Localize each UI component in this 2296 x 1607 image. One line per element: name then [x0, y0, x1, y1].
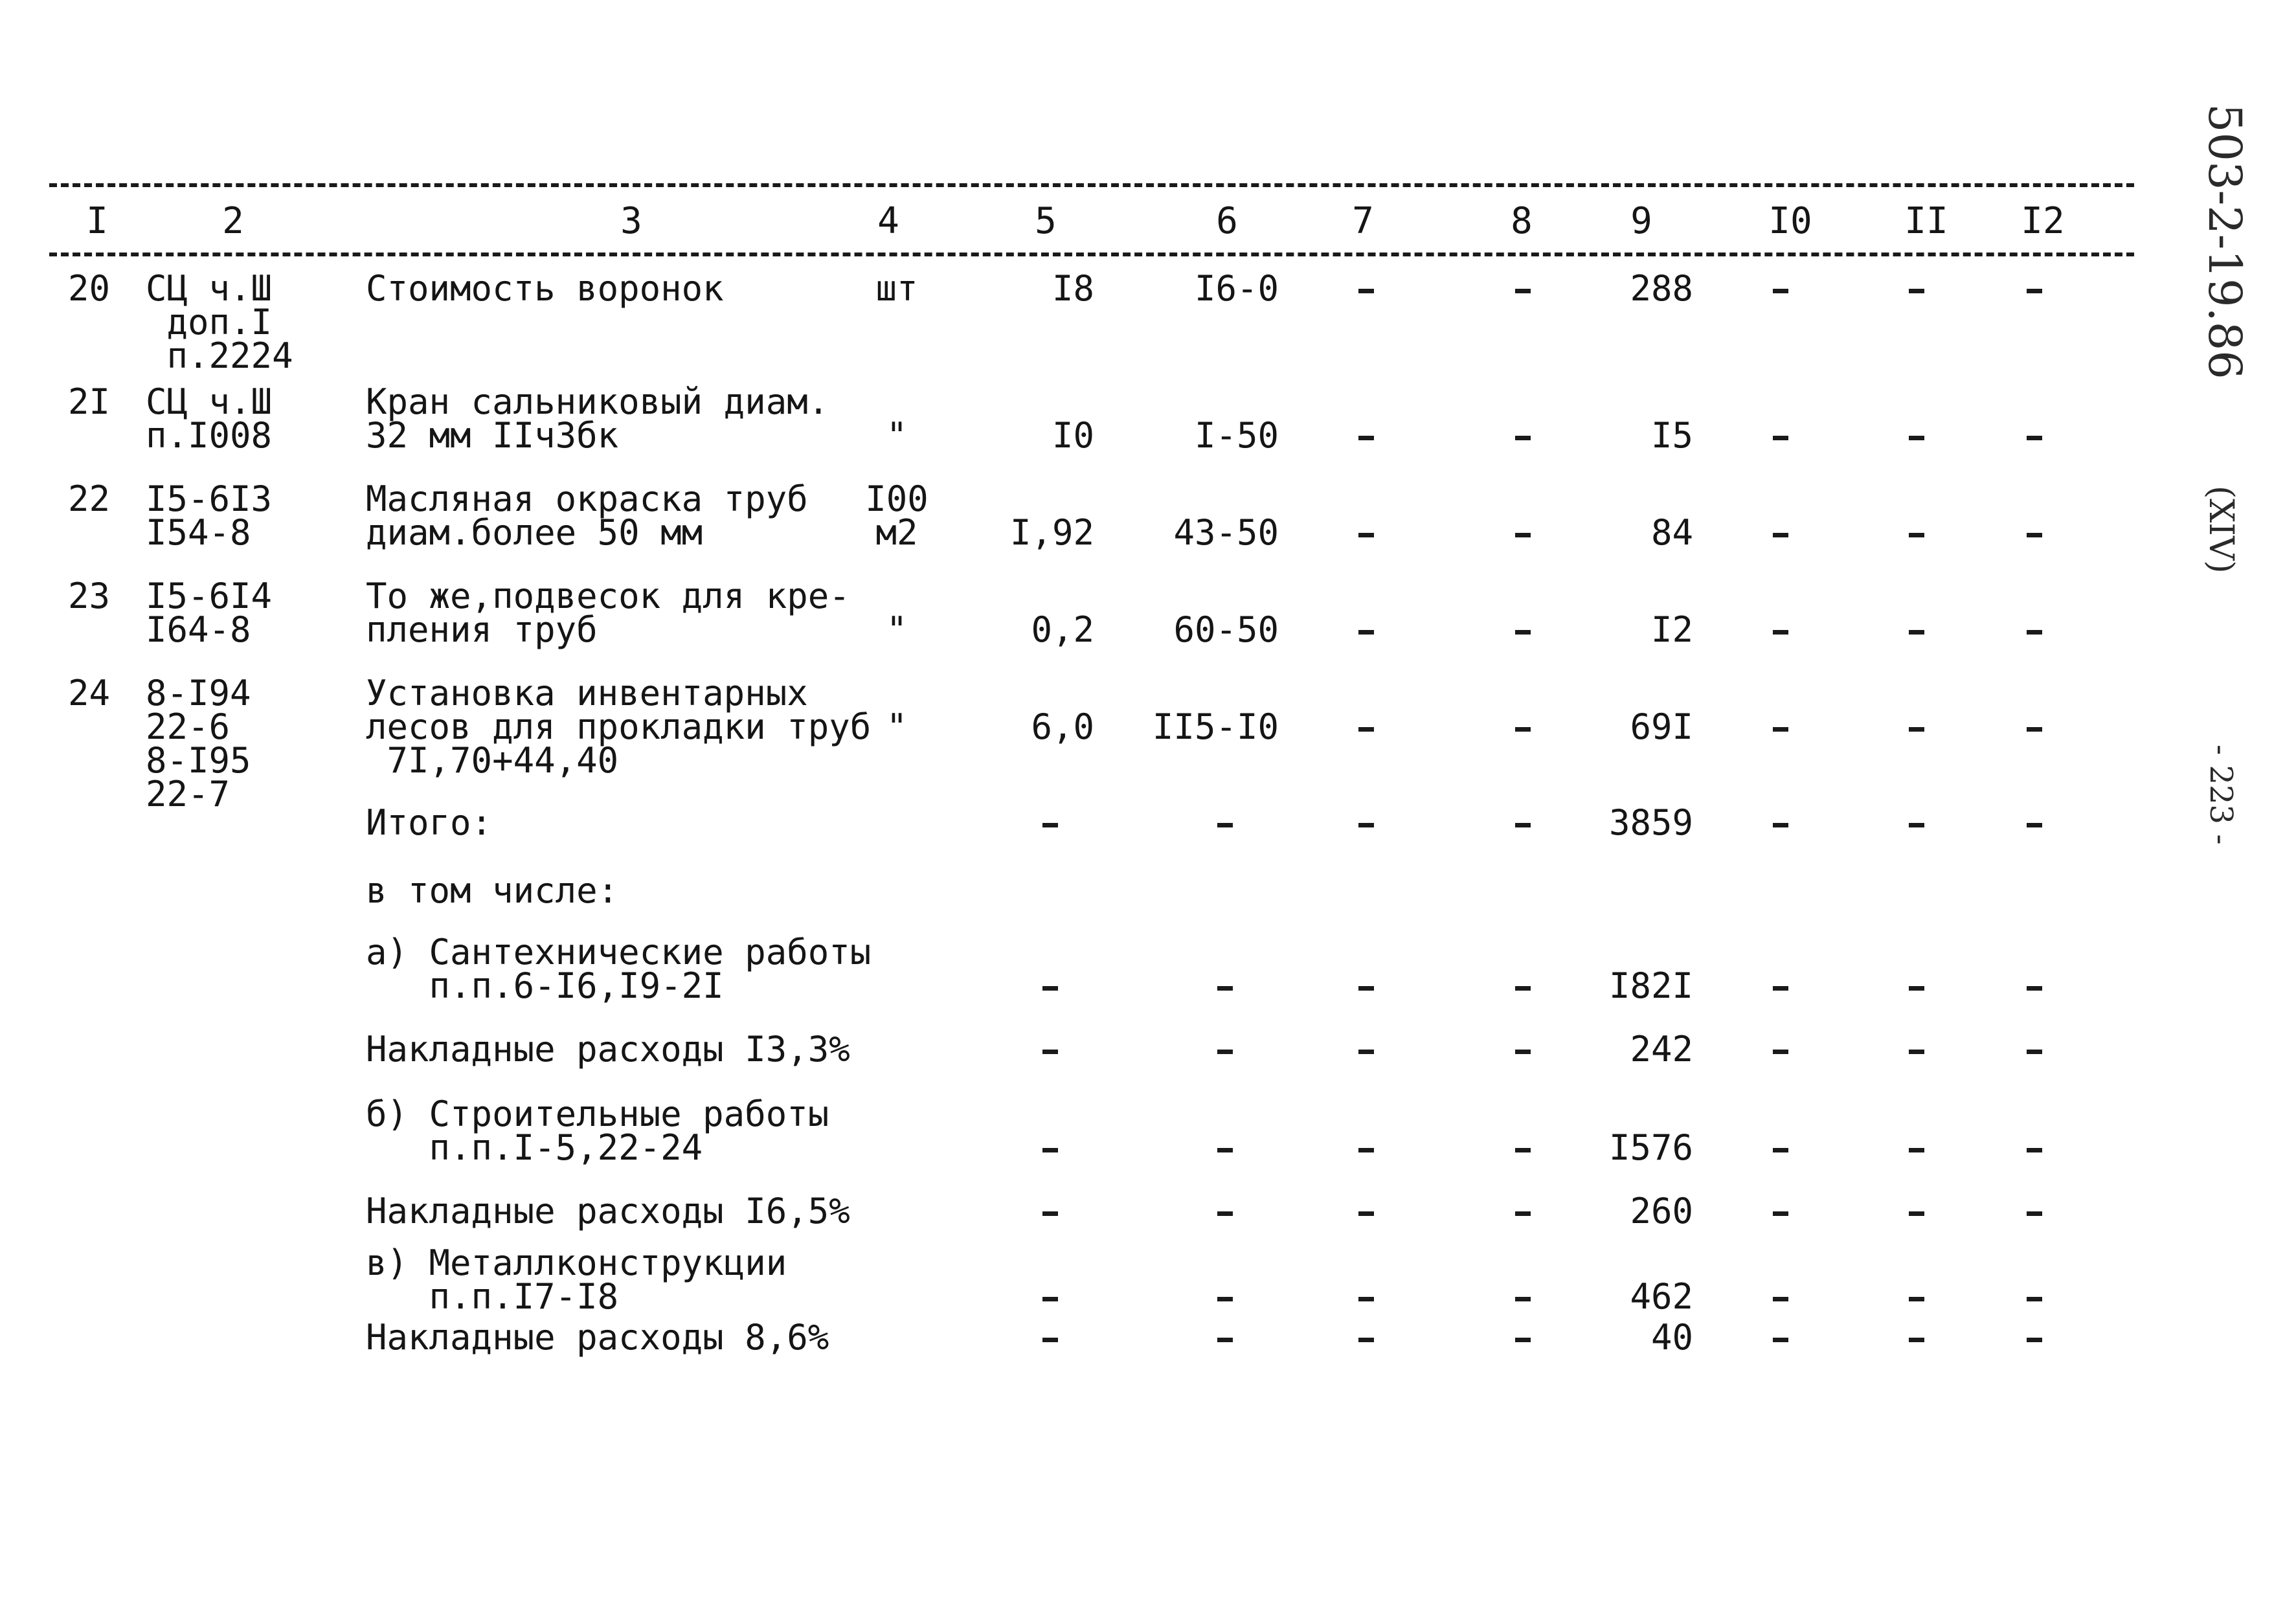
- row-description: Стоимость воронок: [366, 268, 724, 309]
- column-header-7: 7: [1352, 200, 1374, 242]
- column-header-9: 9: [1630, 200, 1652, 242]
- row-quantity: I,92: [1009, 512, 1094, 553]
- col5-empty-mark: [1042, 986, 1058, 991]
- col6-empty-mark: [1217, 986, 1233, 991]
- document-code-annotation: 503-2-19.86: [2198, 104, 2251, 379]
- col6-empty-mark: [1217, 1338, 1233, 1342]
- col11-empty-mark: [1909, 1211, 1924, 1216]
- col7-empty-mark: [1358, 823, 1374, 827]
- row-description: Кран сальниковый диам. 32 мм IIч3бк: [366, 381, 829, 456]
- row-unit-price: II5-I0: [1152, 706, 1279, 747]
- col12-empty-mark: [2027, 986, 2042, 991]
- col10-empty-mark: [1773, 1148, 1788, 1152]
- col11-empty-mark: [1909, 727, 1924, 732]
- row-quantity: 0,2: [1031, 609, 1094, 650]
- col6-empty-mark: [1217, 1050, 1233, 1054]
- col12-empty-mark: [2027, 436, 2042, 440]
- col5-empty-mark: [1042, 823, 1058, 827]
- row-number: 24: [67, 673, 110, 714]
- row-unit: ": [886, 706, 908, 747]
- row-quantity: I8: [1052, 268, 1094, 309]
- row-number: 23: [67, 576, 110, 616]
- col11-empty-mark: [1909, 1148, 1924, 1152]
- col8-empty-mark: [1515, 1050, 1531, 1054]
- col10-empty-mark: [1773, 986, 1788, 991]
- col5-empty-mark: [1042, 1211, 1058, 1216]
- row-reference: I5-6I4 I64-8: [146, 576, 273, 650]
- col5-empty-mark: [1042, 1050, 1058, 1054]
- page-number: - 223 -: [2203, 745, 2239, 845]
- col8-empty-mark: [1515, 1148, 1531, 1152]
- col10-empty-mark: [1773, 823, 1788, 827]
- col8-empty-mark: [1515, 533, 1531, 537]
- col12-empty-mark: [2027, 1211, 2042, 1216]
- column-header-6: 6: [1216, 200, 1238, 242]
- column-header-5: 5: [1035, 200, 1057, 242]
- col7-empty-mark: [1358, 436, 1374, 440]
- col11-empty-mark: [1909, 630, 1924, 635]
- header-bottom-rule: [49, 253, 2134, 256]
- row-unit: ": [886, 415, 908, 456]
- col11-empty-mark: [1909, 1050, 1924, 1054]
- row-total: 84: [1650, 512, 1693, 553]
- column-header-8: 8: [1511, 200, 1533, 242]
- col5-empty-mark: [1042, 1148, 1058, 1152]
- row-quantity: I0: [1052, 415, 1094, 456]
- col8-empty-mark: [1515, 1338, 1531, 1342]
- col8-empty-mark: [1515, 630, 1531, 635]
- col7-empty-mark: [1358, 1148, 1374, 1152]
- volume-annotation: (XIV): [2201, 486, 2240, 574]
- column-header-2: 2: [222, 200, 244, 242]
- summary-label: в том числе:: [366, 870, 619, 911]
- col8-empty-mark: [1515, 1211, 1531, 1216]
- col11-empty-mark: [1909, 823, 1924, 827]
- summary-total: 242: [1630, 1029, 1693, 1070]
- col12-empty-mark: [2027, 1338, 2042, 1342]
- col6-empty-mark: [1217, 1297, 1233, 1301]
- col7-empty-mark: [1358, 630, 1374, 635]
- header-top-rule: [49, 183, 2134, 187]
- row-description: То же,подвесок для кре- пления труб: [366, 576, 850, 650]
- row-total: I5: [1650, 415, 1693, 456]
- col11-empty-mark: [1909, 533, 1924, 537]
- col12-empty-mark: [2027, 727, 2042, 732]
- col10-empty-mark: [1773, 1297, 1788, 1301]
- row-quantity: 6,0: [1031, 706, 1094, 747]
- summary-label: Накладные расходы 8,6%: [366, 1317, 829, 1358]
- col10-empty-mark: [1773, 727, 1788, 732]
- col10-empty-mark: [1773, 533, 1788, 537]
- col7-empty-mark: [1358, 986, 1374, 991]
- row-unit: ": [886, 609, 908, 650]
- col10-empty-mark: [1773, 1050, 1788, 1054]
- col11-empty-mark: [1909, 1297, 1924, 1301]
- summary-label: Накладные расходы I6,5%: [366, 1191, 850, 1231]
- col11-empty-mark: [1909, 986, 1924, 991]
- summary-label: в) Металлконструкции п.п.I7-I8: [366, 1242, 787, 1317]
- col12-empty-mark: [2027, 533, 2042, 537]
- col7-empty-mark: [1358, 727, 1374, 732]
- col8-empty-mark: [1515, 436, 1531, 440]
- row-unit-price: 43-50: [1173, 512, 1279, 553]
- summary-label: Итого:: [366, 802, 493, 843]
- col10-empty-mark: [1773, 289, 1788, 293]
- row-description: Масляная окраска труб диам.более 50 мм: [366, 478, 808, 553]
- col12-empty-mark: [2027, 289, 2042, 293]
- summary-label: б) Строительные работы п.п.I-5,22-24: [366, 1094, 829, 1168]
- col7-empty-mark: [1358, 1211, 1374, 1216]
- col12-empty-mark: [2027, 630, 2042, 635]
- col11-empty-mark: [1909, 289, 1924, 293]
- row-unit-price: 60-50: [1173, 609, 1279, 650]
- row-description: Установка инвентарных лесов для прокладки труб 7I,70+44,40: [366, 673, 872, 781]
- row-total: I2: [1650, 609, 1693, 650]
- row-number: 22: [67, 478, 110, 519]
- col5-empty-mark: [1042, 1297, 1058, 1301]
- col10-empty-mark: [1773, 630, 1788, 635]
- summary-total: 260: [1630, 1191, 1693, 1231]
- column-header-4: 4: [877, 200, 899, 242]
- col10-empty-mark: [1773, 1211, 1788, 1216]
- column-header-1: I: [86, 200, 108, 242]
- summary-total: I576: [1608, 1127, 1693, 1168]
- column-header-12: I2: [2021, 200, 2065, 242]
- col11-empty-mark: [1909, 436, 1924, 440]
- column-header-10: I0: [1768, 200, 1812, 242]
- col10-empty-mark: [1773, 436, 1788, 440]
- col10-empty-mark: [1773, 1338, 1788, 1342]
- col12-empty-mark: [2027, 823, 2042, 827]
- col11-empty-mark: [1909, 1338, 1924, 1342]
- row-unit-price: I-50: [1194, 415, 1279, 456]
- row-number: 20: [67, 268, 110, 309]
- col7-empty-mark: [1358, 533, 1374, 537]
- row-reference: СЦ ч.Ш доп.I п.2224: [146, 268, 293, 376]
- summary-label: а) Сантехнические работы п.п.6-I6,I9-2I: [366, 932, 872, 1006]
- col8-empty-mark: [1515, 727, 1531, 732]
- summary-total: 40: [1650, 1317, 1693, 1358]
- col7-empty-mark: [1358, 1297, 1374, 1301]
- summary-total: 3859: [1608, 802, 1693, 843]
- col12-empty-mark: [2027, 1297, 2042, 1301]
- row-unit: шт: [875, 268, 918, 309]
- col12-empty-mark: [2027, 1148, 2042, 1152]
- col7-empty-mark: [1358, 1050, 1374, 1054]
- col12-empty-mark: [2027, 1050, 2042, 1054]
- col8-empty-mark: [1515, 986, 1531, 991]
- col8-empty-mark: [1515, 289, 1531, 293]
- summary-total: I82I: [1608, 965, 1693, 1006]
- summary-total: 462: [1630, 1276, 1693, 1317]
- row-total: 69I: [1630, 706, 1693, 747]
- row-reference: I5-6I3 I54-8: [146, 478, 273, 553]
- col6-empty-mark: [1217, 1148, 1233, 1152]
- col6-empty-mark: [1217, 1211, 1233, 1216]
- col8-empty-mark: [1515, 823, 1531, 827]
- summary-label: Накладные расходы I3,3%: [366, 1029, 850, 1070]
- col7-empty-mark: [1358, 1338, 1374, 1342]
- col6-empty-mark: [1217, 823, 1233, 827]
- col7-empty-mark: [1358, 289, 1374, 293]
- row-unit: I00 м2: [865, 478, 929, 553]
- col5-empty-mark: [1042, 1338, 1058, 1342]
- row-reference: СЦ ч.Ш п.I008: [146, 381, 273, 456]
- row-number: 2I: [67, 381, 110, 422]
- row-reference: 8-I94 22-6 8-I95 22-7: [146, 673, 251, 815]
- row-unit-price: I6-0: [1194, 268, 1279, 309]
- col8-empty-mark: [1515, 1297, 1531, 1301]
- row-total: 288: [1630, 268, 1693, 309]
- column-header-3: 3: [620, 200, 642, 242]
- column-header-11: II: [1904, 200, 1948, 242]
